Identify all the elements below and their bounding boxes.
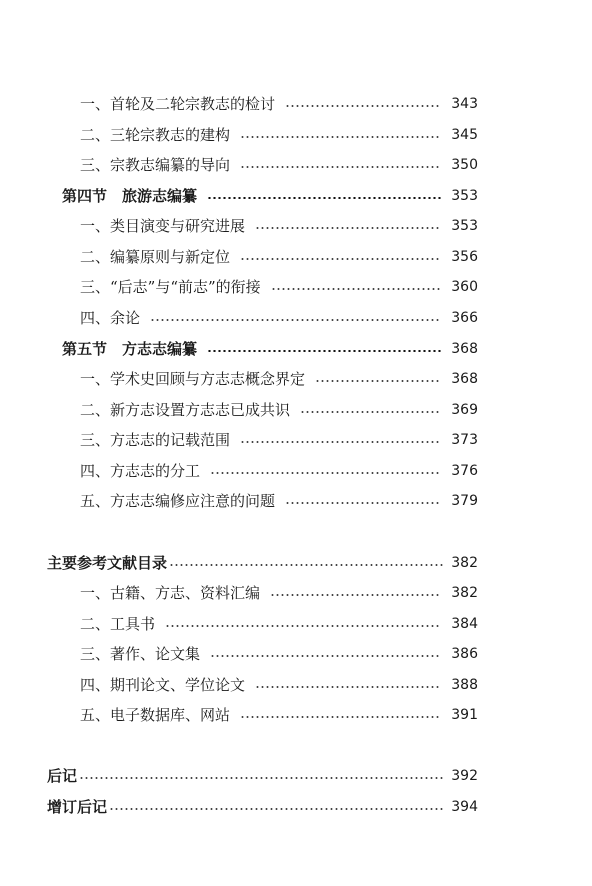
toc-entry-label: 四、期刊论文、学位论文 — [80, 676, 246, 694]
toc-page-number: 379 — [451, 493, 478, 509]
toc-page-number: 376 — [451, 463, 478, 479]
dot-leader — [79, 777, 443, 779]
toc-entry-label: 二、三轮宗教志的建构 — [80, 126, 231, 144]
toc-entry-label: 五、电子数据库、网站 — [80, 706, 231, 724]
toc-entry-label: 五、方志志编修应注意的问题 — [80, 492, 276, 510]
toc-entry[interactable] — [80, 398, 478, 422]
toc-entry[interactable] — [80, 673, 478, 697]
toc-entry-label: 四、余论 — [80, 309, 141, 327]
toc-entry-label: 第五节 方志志编纂 — [62, 340, 198, 358]
toc-page-number: 353 — [451, 188, 478, 204]
toc-entry-label: 三、“后志”与“前志”的衔接 — [80, 278, 261, 296]
toc-entry-label: 一、学术史回顾与方志志概念界定 — [80, 370, 306, 388]
toc-page-number: 350 — [451, 157, 478, 173]
toc-entry[interactable] — [80, 489, 478, 513]
toc-page-number: 366 — [451, 310, 478, 326]
toc-page-number: 368 — [451, 341, 478, 357]
dot-leader — [255, 686, 441, 688]
toc-page-number: 388 — [451, 677, 478, 693]
toc-entry-label: 二、编纂原则与新定位 — [80, 248, 231, 266]
dot-leader — [315, 380, 441, 382]
toc-entry-label: 一、古籍、方志、资料汇编 — [80, 584, 261, 602]
toc-entry-label: 后记 — [47, 767, 78, 785]
dot-leader — [109, 808, 443, 810]
dot-leader — [150, 319, 441, 321]
toc-entry-label: 增订后记 — [47, 798, 108, 816]
dot-leader — [240, 136, 441, 138]
dot-leader — [165, 625, 441, 627]
toc-entry[interactable] — [80, 612, 478, 636]
toc-chapter-entry[interactable] — [47, 764, 478, 788]
dot-leader — [210, 655, 441, 657]
toc-page-number: 345 — [451, 127, 478, 143]
toc-entry[interactable] — [80, 642, 478, 666]
toc-entry[interactable] — [80, 275, 478, 299]
dot-leader — [169, 564, 443, 566]
toc-entry[interactable] — [80, 214, 478, 238]
toc-entry[interactable] — [80, 153, 478, 177]
dot-leader — [210, 472, 441, 474]
toc-section-entry[interactable] — [62, 337, 478, 361]
dot-leader — [207, 350, 441, 352]
toc-page-number: 386 — [451, 646, 478, 662]
toc-entry[interactable] — [80, 92, 478, 116]
toc-page-number: 369 — [451, 402, 478, 418]
toc-entry-label: 三、宗教志编纂的导向 — [80, 156, 231, 174]
toc-entry-label: 四、方志志的分工 — [80, 462, 201, 480]
toc-entry-label: 第四节 旅游志编纂 — [62, 187, 198, 205]
toc-page-number: 373 — [451, 432, 478, 448]
dot-leader — [240, 441, 441, 443]
dot-leader — [270, 594, 441, 596]
toc-page-number: 353 — [451, 218, 478, 234]
toc-page-number: 343 — [451, 96, 478, 112]
dot-leader — [300, 411, 441, 413]
toc-entry[interactable] — [80, 123, 478, 147]
toc-entry-label: 三、方志志的记载范围 — [80, 431, 231, 449]
toc-page-number: 394 — [451, 799, 478, 815]
toc-page-number: 391 — [451, 707, 478, 723]
dot-leader — [240, 166, 441, 168]
toc-page-number: 384 — [451, 616, 478, 632]
dot-leader — [240, 258, 441, 260]
dot-leader — [207, 197, 441, 199]
toc-entry[interactable] — [80, 703, 478, 727]
toc-entry[interactable] — [80, 306, 478, 330]
toc-entry-label: 三、著作、论文集 — [80, 645, 201, 663]
toc-page-number: 382 — [451, 555, 478, 571]
toc-entry[interactable] — [80, 459, 478, 483]
toc-entry[interactable] — [80, 367, 478, 391]
toc-entry-label: 二、工具书 — [80, 615, 156, 633]
toc-section-entry[interactable] — [62, 184, 478, 208]
dot-leader — [271, 288, 442, 290]
dot-leader — [285, 502, 441, 504]
toc-entry-label: 二、新方志设置方志志已成共识 — [80, 401, 291, 419]
toc-entry-label: 一、类目演变与研究进展 — [80, 217, 246, 235]
dot-leader — [255, 227, 441, 229]
dot-leader — [240, 716, 441, 718]
toc-page-number: 382 — [451, 585, 478, 601]
toc-chapter-entry[interactable] — [47, 551, 478, 575]
toc-entry[interactable] — [80, 245, 478, 269]
toc-entry-label: 一、首轮及二轮宗教志的检讨 — [80, 95, 276, 113]
toc-entry[interactable] — [80, 581, 478, 605]
toc-page-number: 368 — [451, 371, 478, 387]
toc-page-number: 360 — [451, 279, 478, 295]
toc-entry[interactable] — [80, 428, 478, 452]
toc-page-number: 356 — [451, 249, 478, 265]
dot-leader — [285, 105, 441, 107]
toc-chapter-entry[interactable] — [47, 795, 478, 819]
toc-page-number: 392 — [451, 768, 478, 784]
toc-entry-label: 主要参考文献目录 — [47, 554, 168, 572]
